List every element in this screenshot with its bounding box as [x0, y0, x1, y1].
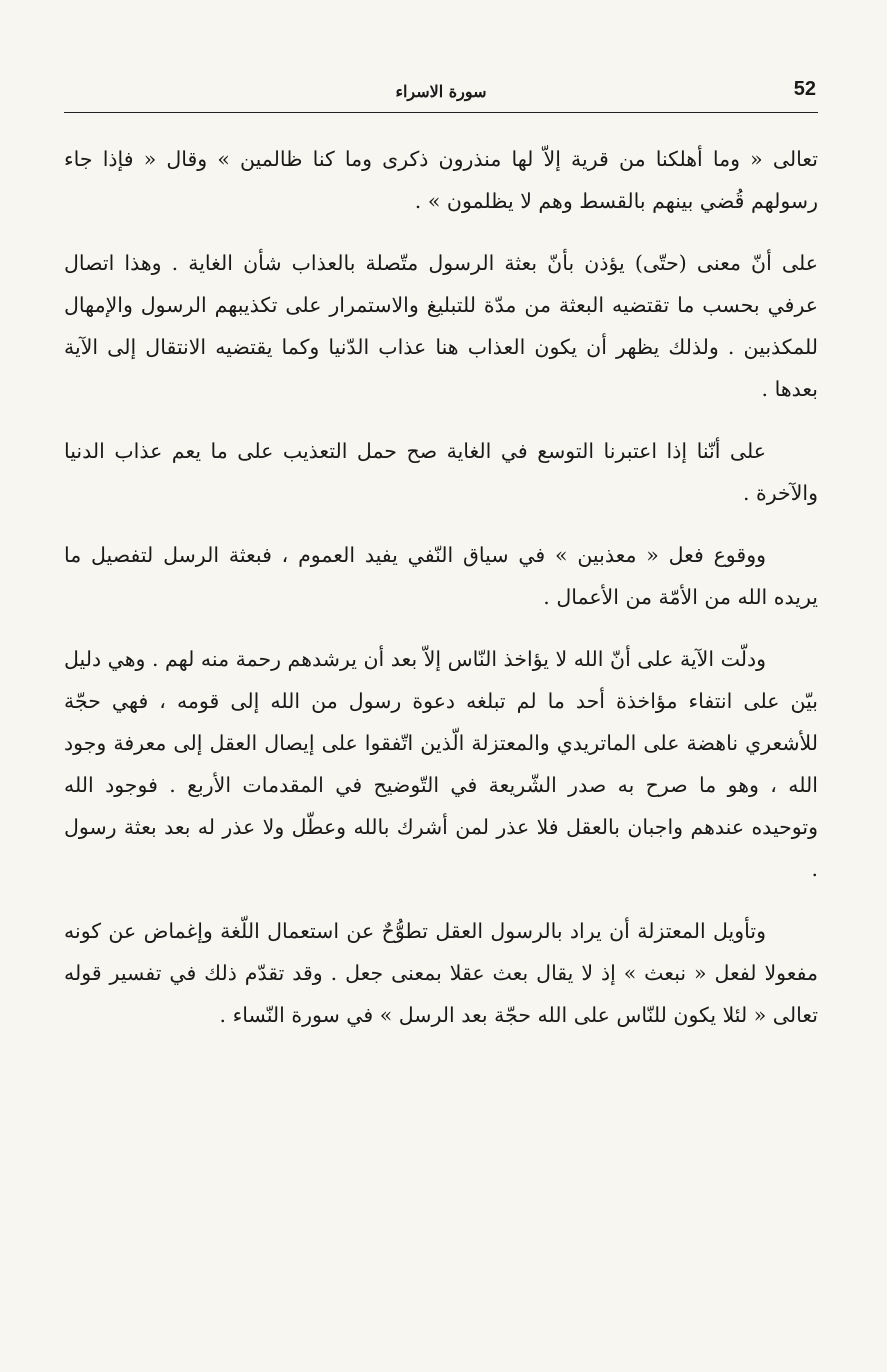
page-header [64, 76, 818, 113]
paragraph: على أنّنا إذا اعتبرنا التوسع في الغاية صح حمل التعذيب على ما يعم عذاب الدنيا والآخرة . [64, 439, 818, 505]
running-title: سورة الاسراء [395, 82, 487, 101]
page-number: 52 [793, 78, 816, 100]
paragraph: ووقوع فعل « معذبين » في سياق النّفي يفيد العموم ، فبعثة الرسل لتفصيل ما يريده الله من الأمّة من الأعمال . [64, 543, 818, 609]
paragraph: وتأويل المعتزلة أن يراد بالرسول العقل تطوُّحٌ عن استعمال اللّغة وإغماض عن كونه مفعولا لفعل « نبعث » إذ لا يقال بعث عقلا بمعنى جعل . وقد تقدّم ذلك في تفسير قوله تعالى « لئلا يكون للنّاس على الله حجّة بعد الرسل » في سورة النّساء . [64, 919, 818, 1027]
paragraph: تعالى « وما أهلكنا من قرية إلاّ لها منذرون ذكرى وما كنا ظالمين » وقال « فإذا جاء رسولهم قُضي بينهم بالقسط وهم لا يظلمون » . [64, 147, 818, 213]
paragraph: ودلّت الآية على أنّ الله لا يؤاخذ النّاس إلاّ بعد أن يرشدهم رحمة منه لهم . وهي دليل بيّن على انتفاء مؤاخذة أحد ما لم تبلغه دعوة رسول من الله إلى قومه ، فهي حجّة للأشعري ناهضة على الماتريدي والمعتزلة الّذين اتّفقوا على إيصال العقل إلى معرفة وجود الله ، وهو ما صرح به صدر الشّريعة في التّوضيح في المقدمات الأربع . فوجود الله وتوحيده عندهم واجبان بالعقل فلا عذر لمن أشرك بالله وعطّل ولا عذر له بعد بعثة رسول . [64, 647, 818, 881]
paragraph: على أنّ معنى (حتّى) يؤذن بأنّ بعثة الرسول متّصلة بالعذاب شأن الغاية . وهذا اتصال عرفي بحسب ما تقتضيه البعثة من مدّة للتبليغ والاستمرار على تكذيبهم الرسول والإمهال للمكذبين . ولذلك يظهر أن يكون العذاب هنا عذاب الدّنيا وكما يقتضيه الانتقال إلى الآية بعدها . [64, 251, 818, 401]
page-body [64, 138, 818, 1056]
